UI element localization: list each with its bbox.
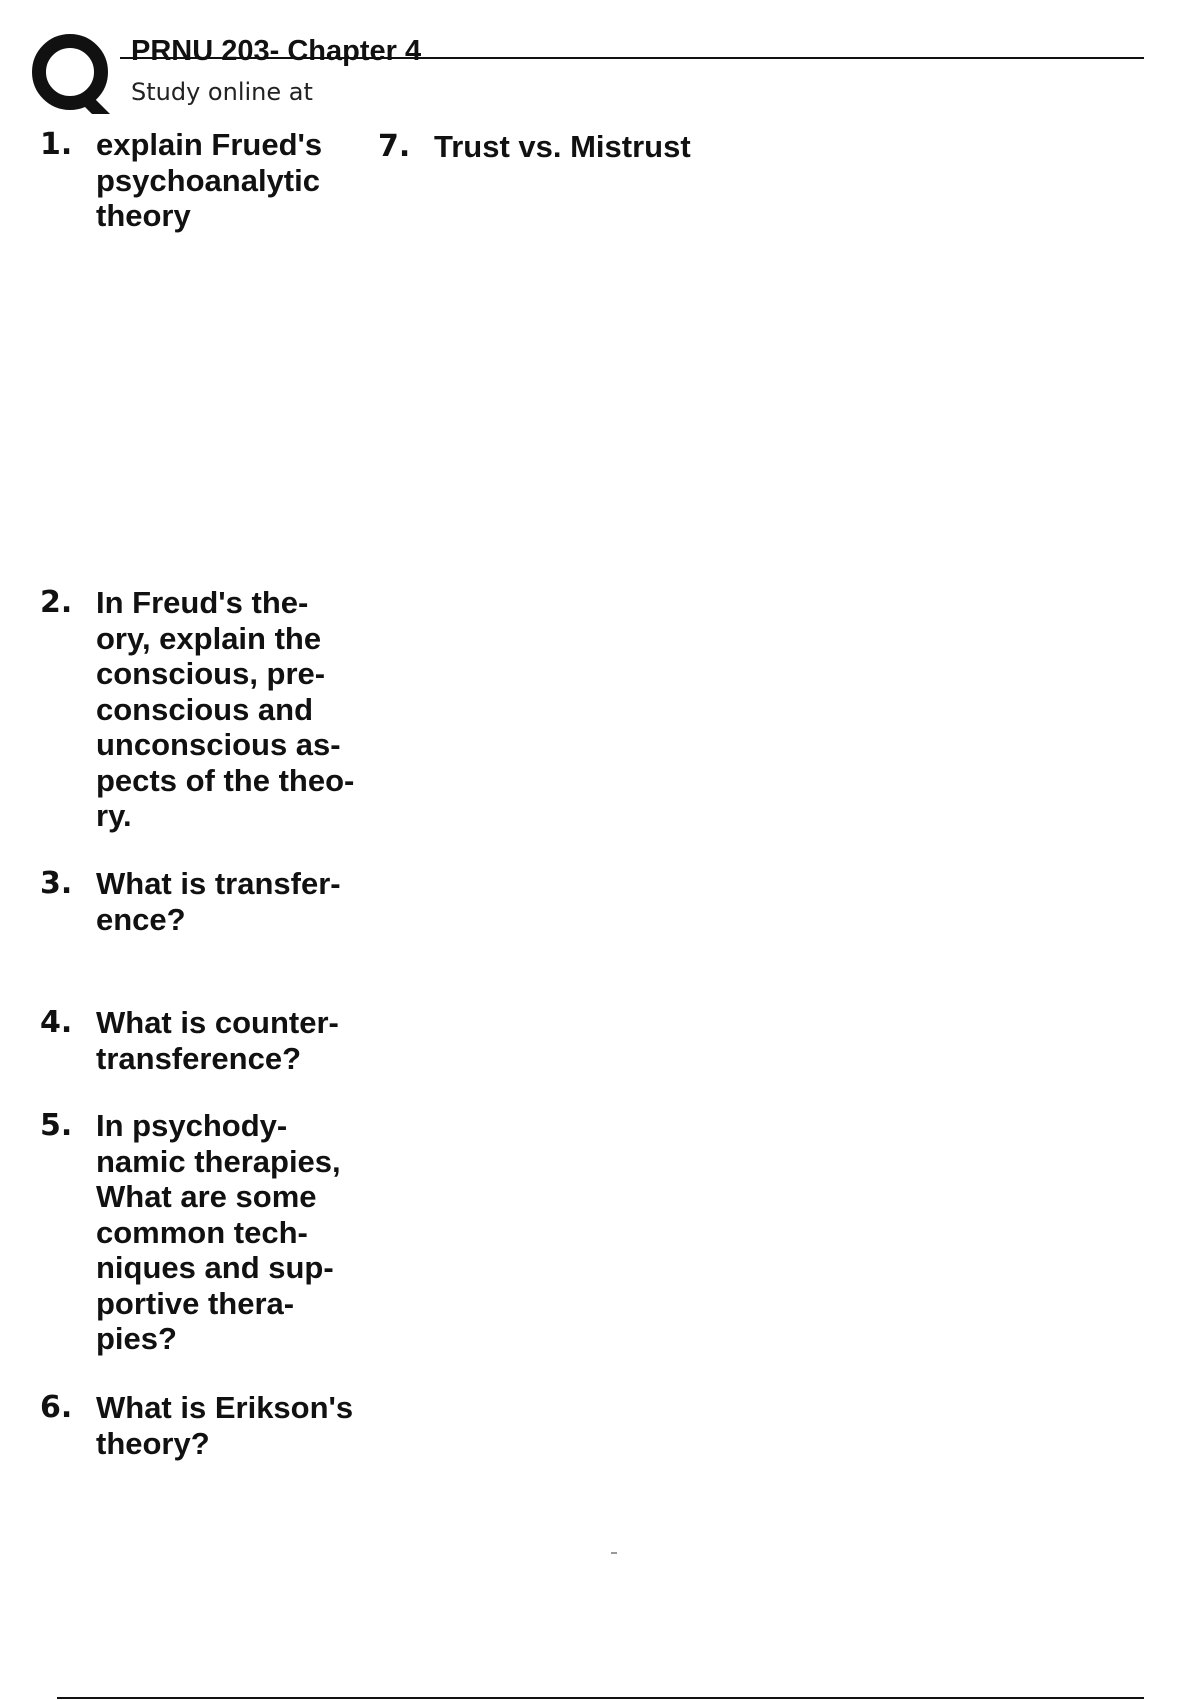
question-text: What is counter- transference? <box>96 1005 339 1076</box>
question-item-2 <box>40 585 361 834</box>
question-text: Trust vs. Mistrust <box>434 129 691 164</box>
question-number: 5. <box>40 1108 73 1143</box>
question-item-3 <box>40 866 361 937</box>
question-number: 4. <box>40 1005 73 1040</box>
question-text: What is Erikson's theory? <box>96 1390 354 1461</box>
stray-mark <box>611 1552 617 1554</box>
question-number: 2. <box>40 585 73 620</box>
page-title: PRNU 203- Chapter 4 <box>131 35 422 67</box>
question-number: 7. <box>378 129 411 164</box>
question-text: What is transfer- ence? <box>96 866 341 937</box>
question-number: 6. <box>40 1390 73 1425</box>
question-item-5 <box>40 1108 361 1357</box>
question-number: 1. <box>40 127 73 162</box>
question-text: In psychody- namic therapies, What are some common tech- niques and sup- portive thera- pies? <box>96 1108 341 1356</box>
question-item-7 <box>378 129 834 165</box>
page-subtitle: Study online at <box>131 78 313 106</box>
question-text: In Freud's the- ory, explain the conscious, pre- conscious and unconscious as- pects of the theo- ry. <box>96 585 355 833</box>
footer-rule <box>57 1697 1144 1699</box>
question-item-6 <box>40 1390 361 1461</box>
question-number: 3. <box>40 866 73 901</box>
question-item-4 <box>40 1005 361 1076</box>
quizlet-logo-icon <box>30 30 114 114</box>
question-item-1 <box>40 127 361 234</box>
question-text: explain Frued's psychoanalytic theory <box>96 127 323 233</box>
